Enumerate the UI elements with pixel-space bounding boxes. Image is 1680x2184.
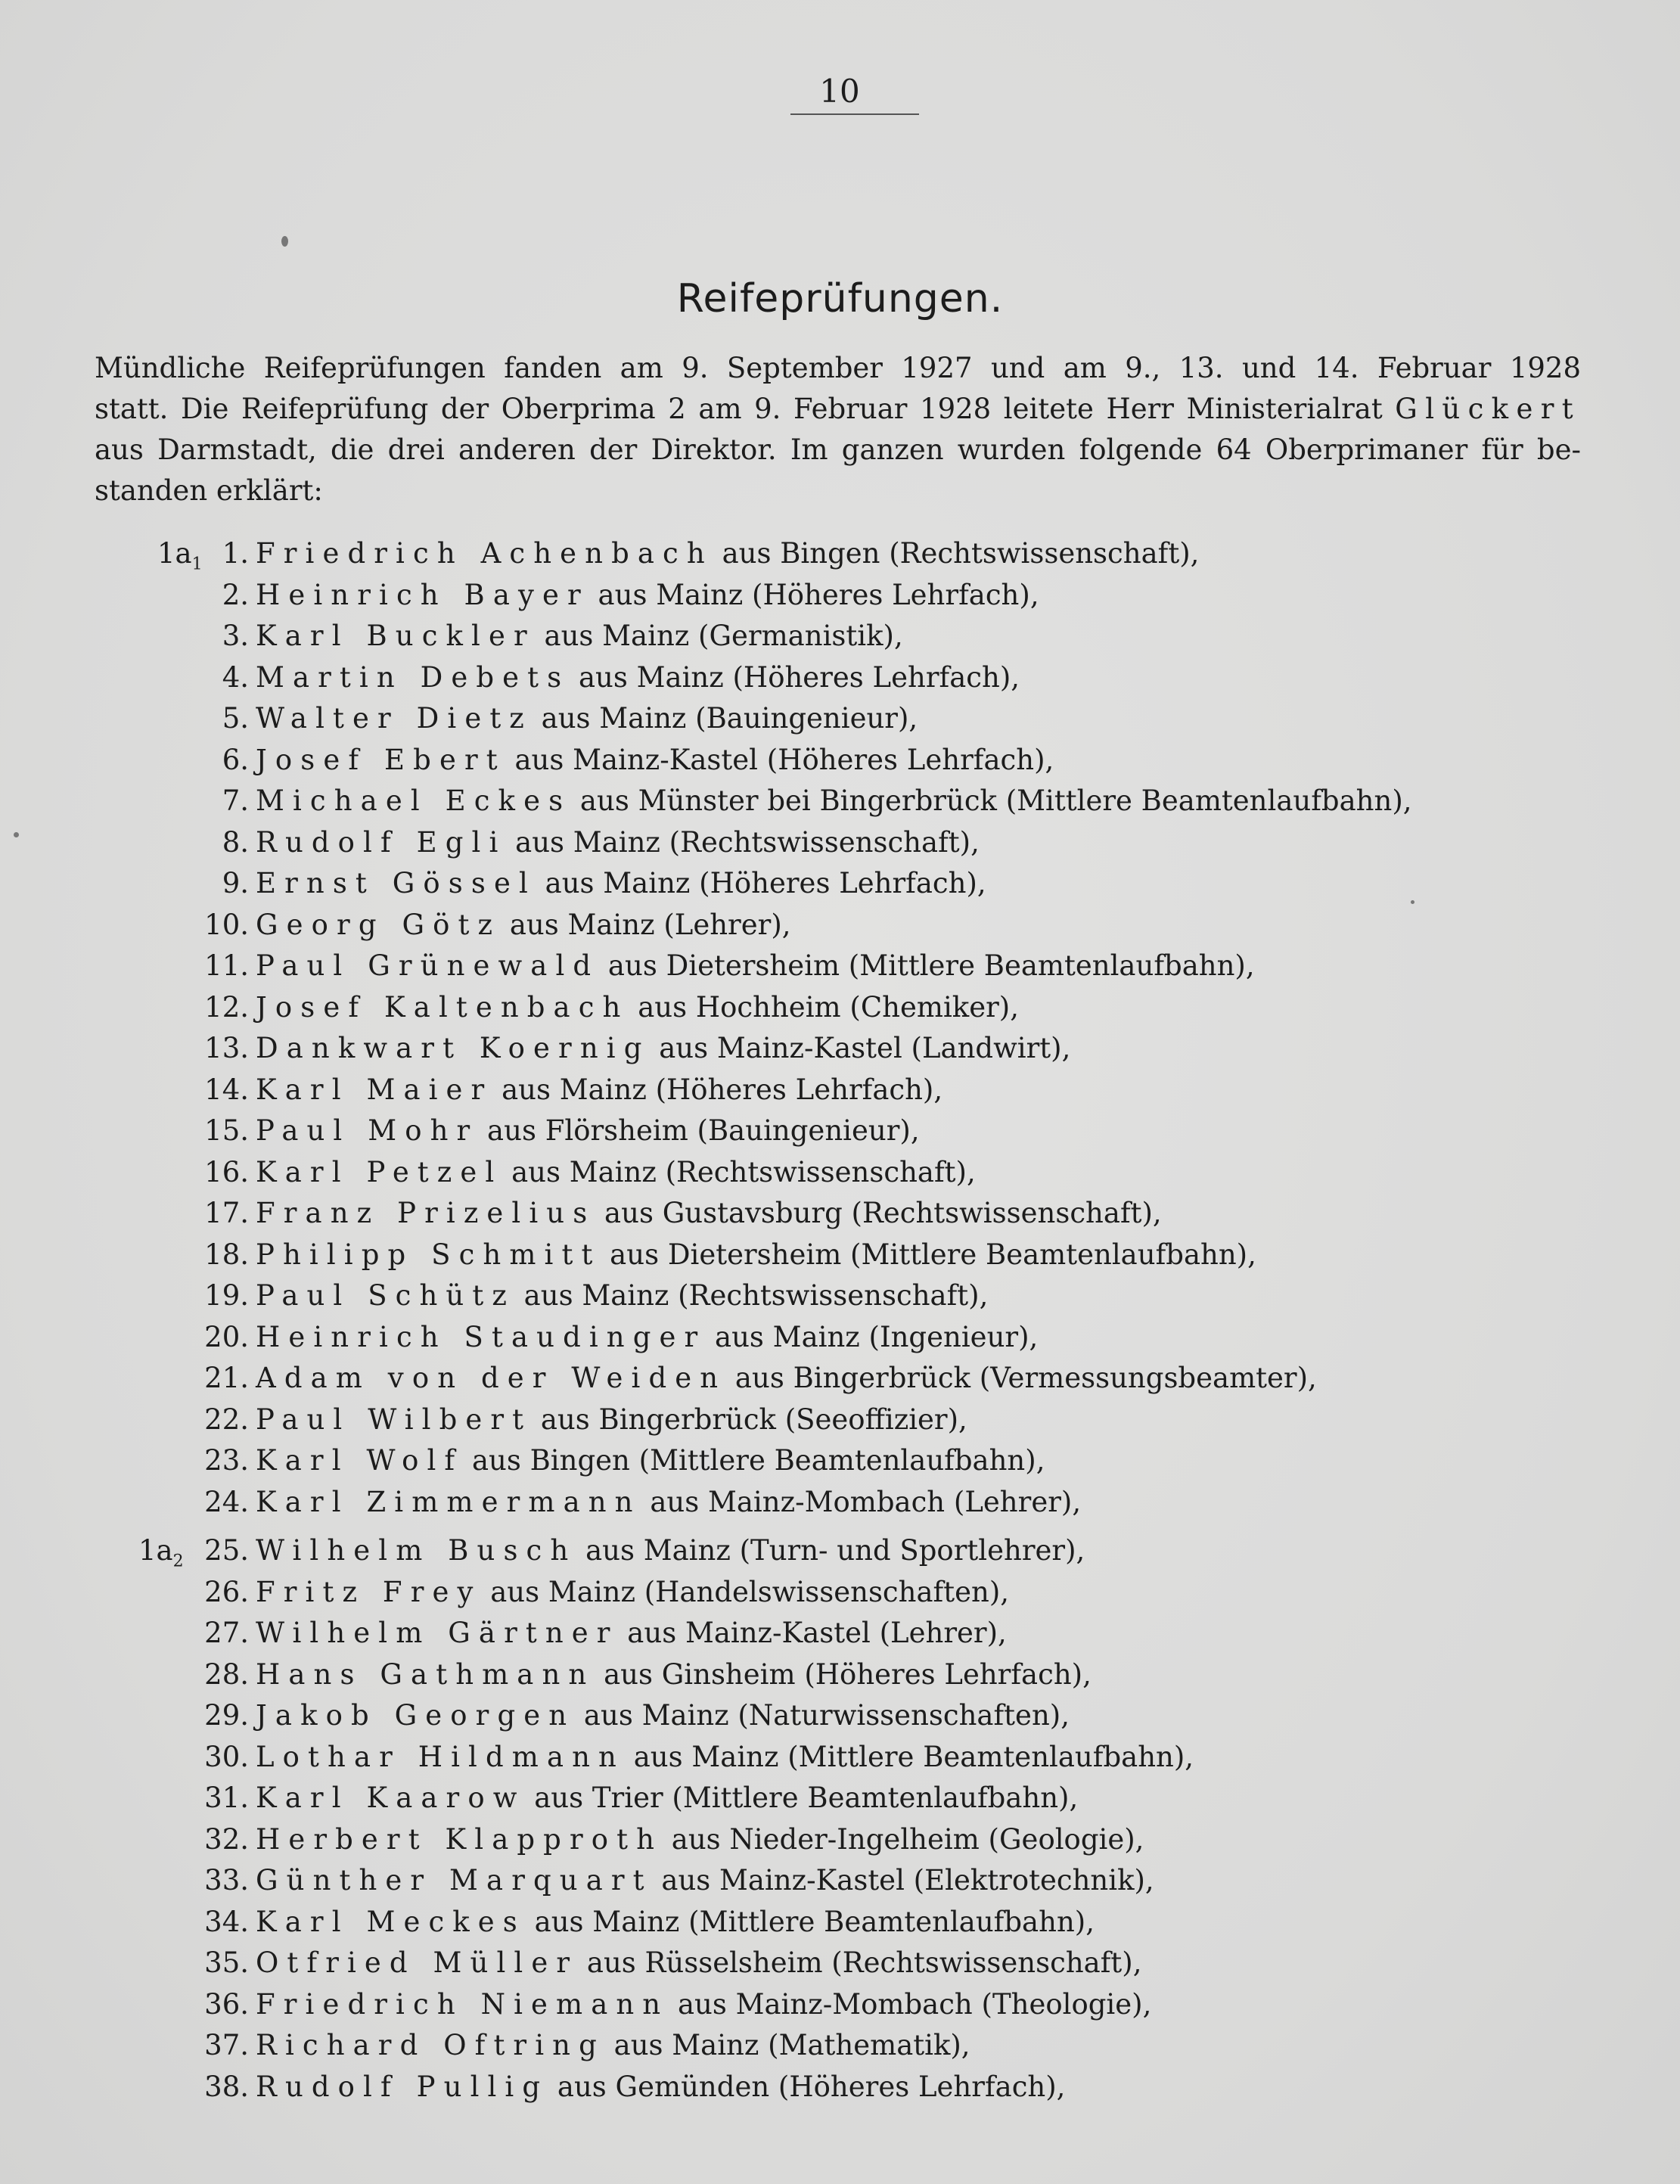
graduate-name: Karl Meckes (256, 1905, 526, 1938)
list-item (0, 863, 1680, 904)
entry-number: 2. (222, 578, 249, 611)
list-item (0, 1400, 1680, 1440)
list-item (0, 657, 1680, 698)
entry-text (256, 1358, 1317, 1399)
entry-number: 28. (204, 1657, 249, 1691)
list-item (0, 1737, 1680, 1778)
entry-number: 8. (222, 825, 249, 859)
entry-number: 5. (222, 702, 249, 735)
graduate-details: aus Bingerbrück (Vermessungsbeamter), (726, 1362, 1317, 1394)
entry-text (256, 740, 1054, 781)
list-item (0, 1530, 1680, 1571)
list-item (0, 781, 1680, 822)
graduate-name: Karl Maier (256, 1073, 493, 1106)
examiner-name: Glückert (1395, 393, 1581, 425)
entry-number: 1. (222, 537, 249, 570)
list-item (0, 1695, 1680, 1736)
list-item (0, 1654, 1680, 1695)
entry-text (256, 2067, 1065, 2108)
entry-text (256, 1778, 1078, 1819)
graduate-details: aus Trier (Mittlere Beamtenlaufbahn), (525, 1782, 1079, 1814)
graduate-name: Friedrich Niemann (256, 1987, 669, 2021)
graduate-details: aus Mainz (Höheres Lehrfach), (588, 578, 1039, 611)
list-item (0, 1984, 1680, 2025)
graduate-details: aus Dietersheim (Mittlere Beamtenlaufbahn), (599, 949, 1255, 982)
list-item (0, 1111, 1680, 1151)
entry-number: 27. (204, 1617, 249, 1649)
graduate-details: aus Mainz-Kastel (Lehrer), (618, 1617, 1007, 1649)
entry-number: 19. (204, 1279, 249, 1312)
graduate-name: Paul Mohr (256, 1114, 479, 1147)
entry-number: 38. (204, 2070, 249, 2103)
entry-text (256, 1572, 1009, 1613)
entry-text (256, 616, 903, 657)
entry-number: 31. (204, 1782, 249, 1814)
list-item (0, 1819, 1680, 1860)
list-item (0, 1778, 1680, 1819)
graduate-details: aus Mainz (Rechtswissenschaft), (502, 1155, 976, 1188)
graduate-details: aus Münster bei Bingerbrück (Mittlere Beamtenlaufbahn), (571, 784, 1412, 817)
entry-number: 7. (222, 784, 249, 817)
graduate-name: Philipp Schmitt (256, 1238, 601, 1271)
graduate-details: aus Mainz-Kastel (Höheres Lehrfach), (505, 743, 1054, 776)
entry-text (256, 1613, 1007, 1654)
graduate-name: Ernst Gössel (256, 867, 536, 899)
entry-text (256, 781, 1412, 822)
entry-text (256, 1152, 976, 1193)
list-item (0, 1572, 1680, 1613)
intro-line: Mündliche Reifeprüfungen fanden am 9. September 1927 und am 9., 13. und 14. Februar 1928 (95, 352, 1581, 384)
entry-text (256, 1193, 1162, 1234)
entry-number: 30. (204, 1740, 249, 1773)
intro-line (95, 389, 1581, 430)
list-item (0, 822, 1680, 863)
intro-line-text: statt. Die Reifeprüfung der Oberprima 2 am 9. Februar 1928 leitete Herr Ministerialrat (95, 393, 1383, 425)
graduate-details: aus Mainz (Germanistik), (535, 620, 903, 652)
entry-number: 32. (204, 1822, 249, 1856)
graduate-name: Heinrich Bayer (256, 578, 589, 611)
section-title: Reifeprüfungen. (676, 276, 1004, 322)
graduate-details: aus Mainz-Mombach (Theologie), (669, 1987, 1152, 2021)
graduate-details: aus Rüsselsheim (Rechtswissenschaft), (578, 1946, 1142, 1979)
entry-text (256, 946, 1255, 986)
entry-number: 3. (222, 620, 249, 652)
graduate-name: Fritz Frey (256, 1575, 482, 1608)
list-item (0, 533, 1680, 574)
entry-text (256, 987, 1019, 1028)
graduate-name: Adam von der Weiden (256, 1362, 727, 1394)
list-item (0, 1902, 1680, 1943)
entry-text (256, 1235, 1256, 1275)
entry-text (256, 1111, 920, 1151)
entry-number: 33. (204, 1864, 249, 1897)
graduate-name: Karl Buckler (256, 620, 536, 652)
entry-number: 22. (204, 1403, 249, 1436)
entry-number: 18. (204, 1238, 249, 1271)
graduate-name: Heinrich Staudinger (256, 1320, 706, 1353)
entry-text (256, 1695, 1070, 1736)
graduate-name: Friedrich Achenbach (256, 537, 713, 570)
graduate-name: Walter Dietz (256, 702, 533, 735)
entry-number: 24. (204, 1485, 249, 1518)
graduate-details: aus Bingen (Mittlere Beamtenlaufbahn), (463, 1444, 1045, 1477)
entry-text (256, 863, 986, 904)
page-number: 10 (819, 73, 860, 110)
entry-text (256, 1737, 1194, 1778)
graduate-name: Paul Wilbert (256, 1403, 533, 1436)
graduate-details: aus Mainz (Ingenieur), (706, 1320, 1039, 1353)
graduate-details: aus Ginsheim (Höheres Lehrfach), (595, 1657, 1092, 1691)
list-item (0, 1613, 1680, 1654)
list-item (0, 1028, 1680, 1069)
entry-number: 11. (204, 949, 249, 982)
entry-number: 15. (204, 1114, 249, 1147)
graduate-name: Richard Oftring (256, 2029, 605, 2061)
graduate-name: Karl Wolf (256, 1444, 464, 1477)
graduate-name: Otfried Müller (256, 1946, 579, 1979)
graduate-details: aus Flörsheim (Bauingenieur), (478, 1114, 920, 1147)
graduate-name: Dankwart Koernig (256, 1032, 651, 1064)
class-label: $1a_2$ (138, 1534, 184, 1571)
graduate-name: Wilhelm Gärtner (256, 1617, 619, 1649)
list-item (0, 1275, 1680, 1316)
graduate-details: aus Bingen (Rechtswissenschaft), (713, 537, 1200, 570)
entry-number: 20. (204, 1320, 249, 1353)
paper-speck (1411, 900, 1414, 904)
entry-text (256, 1275, 988, 1316)
entry-text (256, 1530, 1085, 1571)
graduate-name: Josef Ebert (256, 743, 506, 776)
graduate-name: Martin Debets (256, 660, 570, 694)
list-item (0, 1358, 1680, 1399)
entry-text (256, 1943, 1141, 1984)
graduate-name: Paul Grünewald (256, 949, 600, 982)
graduate-details: aus Hochheim (Chemiker), (629, 990, 1019, 1024)
list-item (0, 1235, 1680, 1275)
entry-text (256, 1860, 1154, 1901)
graduate-details: aus Mainz (Naturwissenschaften), (575, 1699, 1070, 1732)
entry-number: 12. (204, 990, 249, 1024)
graduate-details: aus Mainz (Rechtswissenschaft), (506, 825, 980, 859)
graduate-details: aus Mainz-Kastel (Landwirt), (650, 1032, 1071, 1064)
list-item (0, 1193, 1680, 1234)
entry-text (256, 2025, 970, 2066)
entry-number: 35. (204, 1946, 249, 1979)
graduate-name: Karl Zimmermann (256, 1485, 641, 1518)
list-item (0, 1860, 1680, 1901)
entry-number: 10. (204, 908, 249, 941)
graduate-details: aus Mainz (Turn- und Sportlehrer), (576, 1534, 1085, 1567)
entry-text (256, 1984, 1151, 2025)
entry-number: 29. (204, 1699, 249, 1732)
graduate-name: Rudolf Pullig (256, 2070, 549, 2103)
intro-paragraph (95, 348, 1581, 511)
list-item (0, 2067, 1680, 2108)
intro-line: standen erklärt: (95, 474, 323, 507)
graduate-details: aus Mainz (Mittlere Beamtenlaufbahn), (525, 1905, 1095, 1938)
graduate-details: aus Dietersheim (Mittlere Beamtenlaufbahn), (601, 1238, 1256, 1271)
list-item (0, 2025, 1680, 2066)
graduate-name: Hans Gathmann (256, 1657, 595, 1691)
entry-text (256, 1028, 1070, 1069)
graduate-details: aus Mainz (Rechtswissenschaft), (514, 1279, 989, 1312)
graduate-name: Franz Prizelius (256, 1197, 596, 1229)
graduate-details: aus Mainz (Höheres Lehrfach), (492, 1073, 943, 1106)
graduate-details: aus Nieder-Ingelheim (Geologie), (663, 1822, 1144, 1856)
graduate-name: Paul Schütz (256, 1279, 515, 1312)
list-item (0, 1070, 1680, 1111)
graduate-details: aus Mainz (Handelswissenschaften), (481, 1575, 1010, 1608)
graduate-name: Herbert Klapproth (256, 1822, 663, 1856)
graduate-name: Rudolf Egli (256, 825, 507, 859)
entry-text (256, 1902, 1095, 1943)
entry-number: 4. (222, 660, 249, 694)
class-label: $1a_1$ (157, 537, 203, 574)
entry-number: 23. (204, 1444, 249, 1477)
entry-text (256, 1070, 942, 1111)
graduate-name: Günther Marquart (256, 1864, 653, 1897)
entry-number: 36. (204, 1987, 249, 2021)
entry-text (256, 1482, 1081, 1523)
list-item (0, 946, 1680, 986)
paper-speck (14, 832, 19, 837)
graduate-details: aus Mainz-Kastel (Elektrotechnik), (652, 1864, 1154, 1897)
entry-number: 21. (204, 1362, 249, 1394)
graduate-details: aus Gustavsburg (Rechtswissenschaft), (595, 1197, 1162, 1229)
entry-number: 34. (204, 1905, 249, 1938)
list-item (0, 575, 1680, 616)
graduate-details: aus Bingerbrück (Seeoffizier), (532, 1403, 967, 1436)
graduate-name: Karl Kaarow (256, 1782, 526, 1814)
entry-text (256, 1819, 1144, 1860)
entry-text (256, 1654, 1092, 1695)
entry-text (256, 822, 980, 863)
entry-text (256, 698, 918, 739)
graduate-details: aus Mainz (Bauingenieur), (532, 702, 918, 735)
graduate-name: Georg Götz (256, 908, 502, 941)
graduate-name: Lothar Hildmann (256, 1740, 625, 1773)
entry-number: 37. (204, 2029, 249, 2061)
intro-line: aus Darmstadt, die drei anderen der Direktor. Im ganzen wurden folgende 64 Oberprimaner für be- (95, 433, 1581, 466)
graduate-details: aus Mainz (Höheres Lehrfach), (536, 867, 986, 899)
entry-text (256, 1440, 1045, 1481)
list-item (0, 616, 1680, 657)
list-item (0, 1943, 1680, 1984)
entry-number: 26. (204, 1575, 249, 1608)
entry-text (256, 533, 1199, 574)
entry-text (256, 657, 1020, 698)
graduate-details: aus Mainz-Mombach (Lehrer), (641, 1485, 1082, 1518)
list-item (0, 1317, 1680, 1358)
entry-text (256, 905, 791, 946)
list-item (0, 1152, 1680, 1193)
list-item (0, 740, 1680, 781)
entry-number: 25. (204, 1534, 249, 1567)
list-item (0, 1482, 1680, 1523)
entry-number: 13. (204, 1032, 249, 1064)
graduate-name: Karl Petzel (256, 1155, 503, 1188)
graduate-name: Wilhelm Busch (256, 1534, 577, 1567)
entry-number: 14. (204, 1073, 249, 1106)
graduate-name: Jakob Georgen (256, 1699, 576, 1732)
graduate-details: aus Mainz (Höheres Lehrfach), (570, 660, 1020, 694)
list-item (0, 987, 1680, 1028)
graduate-name: Josef Kaltenbach (256, 990, 629, 1024)
graduate-details: aus Mainz (Mathematik), (604, 2029, 970, 2061)
page-number-rule (790, 113, 919, 115)
list-item (0, 1440, 1680, 1481)
entry-text (256, 575, 1039, 616)
entry-text (256, 1400, 967, 1440)
entry-number: 9. (222, 867, 249, 899)
paper-speck (281, 236, 288, 247)
graduate-details: aus Mainz (Lehrer), (501, 908, 791, 941)
entry-text (256, 1317, 1038, 1358)
entry-number: 16. (204, 1155, 249, 1188)
graduate-name: Michael Eckes (256, 784, 572, 817)
list-item (0, 698, 1680, 739)
entry-number: 17. (204, 1197, 249, 1229)
list-item (0, 905, 1680, 946)
graduate-details: aus Mainz (Mittlere Beamtenlaufbahn), (624, 1740, 1194, 1773)
entry-number: 6. (222, 743, 249, 776)
graduate-details: aus Gemünden (Höheres Lehrfach), (548, 2070, 1066, 2103)
